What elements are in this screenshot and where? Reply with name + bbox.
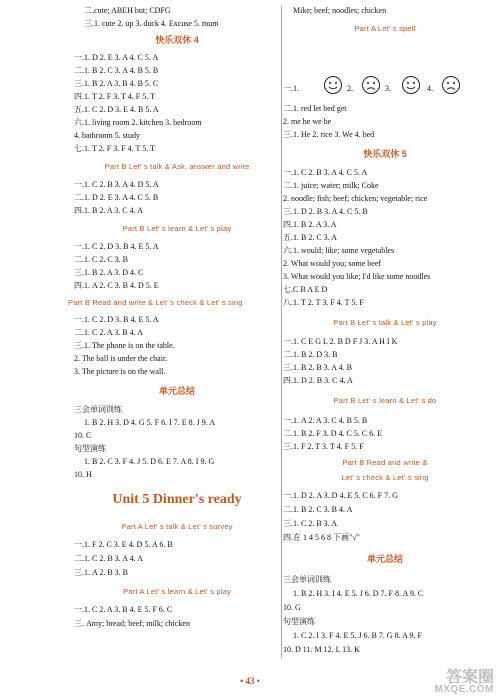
watermark-logo	[428, 668, 494, 696]
answer-line: 三.1. cute 2. up 3. duck 4. Excuse 5. mum	[84, 19, 219, 28]
section-heading: Part B Read and write & Let' s check & Let' s sing	[68, 298, 243, 307]
column-divider	[281, 6, 282, 658]
answer-line: 四.在 1 4 5 6 8 下画"√"	[283, 533, 360, 542]
sad-face-icon	[361, 75, 381, 95]
smiling-face-icon	[401, 75, 421, 95]
answer-line: 2. The ball is under the chair.	[74, 354, 168, 363]
section-heading: 快乐双休 4	[155, 35, 199, 45]
subheading: 三会单词训练	[283, 575, 331, 584]
answer-line: 五.1. B 2. C 3. A	[283, 233, 338, 242]
answer-line: 10. C	[74, 431, 92, 440]
answer-line: 四.1. A 2. C 3. B 4. D 5. E	[74, 281, 159, 290]
answer-label: 4.	[427, 84, 433, 93]
answer-line: 六.1. would; like; some vegetables	[283, 246, 395, 255]
answer-line: 三.1. C 2. B 3. A	[283, 519, 338, 528]
section-heading: 快乐双休 5	[363, 149, 407, 159]
answer-line: 三.1. A 2. B 3. B	[74, 568, 129, 577]
answer-line: 四.1. B 2. A 3. A	[283, 220, 337, 229]
subheading: 句型演练	[283, 617, 315, 626]
answer-line: 二.1. B 2. D 3. B	[283, 350, 338, 359]
answer-line: 二.1. D 2. E 3. A 4. C 5. B	[74, 193, 159, 202]
answer-line: 四.1. D 2. B 3. C 4. A	[283, 376, 353, 385]
answer-line: 一.1. D 2. A 3. D 4. E 5. C 6. F 7. G	[283, 491, 398, 500]
watermark-url: MXQE.COM	[434, 684, 494, 695]
answer-line: 二.1. B 2. C 3. B 4. A	[283, 505, 353, 514]
answer-line: 二.1. B 2. C 3. A 4. B 5. B	[74, 66, 159, 75]
section-heading: Part B Let' s learn & Let' s play	[122, 224, 232, 233]
answer-line: 10. G	[283, 603, 301, 612]
answer-line: 三.1. He 2. rice 3. We 4. bed	[283, 130, 375, 139]
subheading: 句型演练	[74, 444, 106, 453]
answer-line: 三.1. D 2. B 3. A 4. C 5. B	[283, 207, 368, 216]
answer-line: 1. B 2. C 3. F 4. J 5. D 6. E 7. A 8. I 9. G	[84, 457, 215, 466]
section-heading: Part B Let' s learn & Let' s do	[333, 396, 437, 405]
answer-line: 三.1. B 2. A 3. B 4. B 5. C	[74, 79, 159, 88]
section-heading: Part B Read and write &	[342, 458, 428, 467]
answer-line: 一.1. C 2. A 3. B 4. E 5. F 6. C	[74, 605, 173, 614]
answer-label: 2.	[347, 84, 353, 93]
answer-line: 10. H	[74, 470, 92, 479]
answer-line: 四.1. T 2. F 3. T 4. F 5. T	[74, 92, 155, 101]
answer-line: 10. D 11. M 12. L 13. K	[283, 645, 360, 654]
page-number: • 43 •	[240, 676, 260, 686]
answer-label: 3.	[385, 84, 391, 93]
answer-line: 二.1. C 2. A 3. B 4. A	[74, 328, 143, 337]
answer-line: 2. What would you; some beef	[283, 259, 382, 268]
answer-line: 4. bathroom 5. study	[74, 131, 140, 140]
section-heading: Part A Let' s talk & Let' s survey	[121, 522, 233, 531]
answer-line: 八.1. T 2. T 3. F 4. T 5. F	[283, 298, 364, 307]
answer-line: 二.1. C 2. B 3. A 4. A	[74, 554, 143, 563]
answer-line: 3. The picture is on the wall.	[74, 367, 166, 376]
answer-line: 1. C 2. I 3. F 4. E 5. J 6. B 7. G 8. A 9. F	[293, 631, 422, 640]
answer-line: 七.1. T 2. F 3. F 4. T 5. T	[74, 144, 155, 153]
answer-line: 一.1. A 2. A 3. C 4. B 5. B	[283, 416, 368, 425]
answer-line: 二.1. juice; water; milk; Coke	[283, 181, 379, 190]
section-heading: 单元总结	[366, 554, 403, 564]
section-heading: Part A Let' s learn & Let' s play	[123, 587, 231, 596]
answer-line: 二.1. C 2. C 3. B	[74, 255, 129, 264]
answer-line: 三. Amy; bread; beef; milk; chicken	[74, 619, 190, 628]
answer-line: 1. B 2. H 3. D 4. G 5. F 6. I 7. E 8. J 9. A	[84, 418, 216, 427]
section-heading: 单元总结	[158, 386, 195, 396]
answer-line: 一.1. C 2. B 3. A 4. C 5. A	[283, 168, 368, 177]
answer-line: 一.1. D 2. E 3. A 4. C 5. A	[74, 53, 159, 62]
answer-line: 五.1. C 2. D 3. E 4. B 5. A	[74, 105, 159, 114]
answer-line: 三.1. F 2. T 3. T 4. F 5. F	[283, 442, 364, 451]
face-answer-row	[283, 75, 487, 99]
section-heading: Part B Let' s talk & Ask, answer and write	[104, 162, 250, 171]
answer-line: 三.1. B 2. B 3. A 4. B	[283, 363, 352, 372]
answer-line: 三.1. The phone is on the table.	[74, 341, 175, 350]
answer-line: 七.C B A E D	[283, 285, 328, 294]
answer-line: 一.1. C 2. D 3. B 4. E 5. A	[74, 242, 159, 251]
sad-face-icon	[441, 75, 461, 95]
answer-line: 2. me he we be	[283, 117, 332, 126]
answer-line: 二.1. red let bed get	[283, 104, 347, 113]
answer-line: 二.1. B 2. F 3. D 4. C 5. C 6. E	[283, 429, 383, 438]
answer-line: 1. B 2. H 3. I 4. E 5. J 6. D 7. F 8. A 9. C	[293, 589, 424, 598]
section-heading: Part B Let' s talk & Let' s play	[333, 318, 437, 327]
answer-line: 一.1. C 2. D 3. B 4. E 5. A	[74, 315, 159, 324]
answer-line: 四.1. B 2. A 3. C 4. A	[74, 206, 143, 215]
unit-title: Unit 5 Dinner's ready	[112, 492, 242, 507]
answer-line: 三.1. B 2. A 3. D 4. C	[74, 268, 144, 277]
answer-label: 一.1.	[283, 84, 299, 93]
answer-line: Mike; beef; noodles; chicken	[293, 6, 387, 15]
section-heading: Part A Let' s spell	[354, 24, 416, 33]
watermark-text: 答案圈	[445, 669, 494, 686]
answer-line: 一.1. F 2. C 3. E 4. D 5. A 6. B	[74, 540, 173, 549]
answer-line: 二.cute; ABEH but; CDFG	[84, 6, 171, 15]
smiling-face-icon	[323, 75, 343, 95]
answer-line: 六.1. living room 2. kitchen 3. bedroom	[74, 118, 202, 127]
subheading: 三会单词训练	[74, 405, 122, 414]
answer-line: 一.1. C E G L 2. B D F J 3. A H I K	[283, 337, 398, 346]
answer-line: 一.1. C 2. B 3. A 4. D 5. A	[74, 180, 159, 189]
answer-line: 3. What would you like; I'd like some noodles	[283, 272, 431, 281]
section-heading: Let' s check & Let' s sing	[341, 473, 429, 482]
answer-line: 2. noodle; fish; beef; chicken; vegetable; rice	[283, 194, 428, 203]
